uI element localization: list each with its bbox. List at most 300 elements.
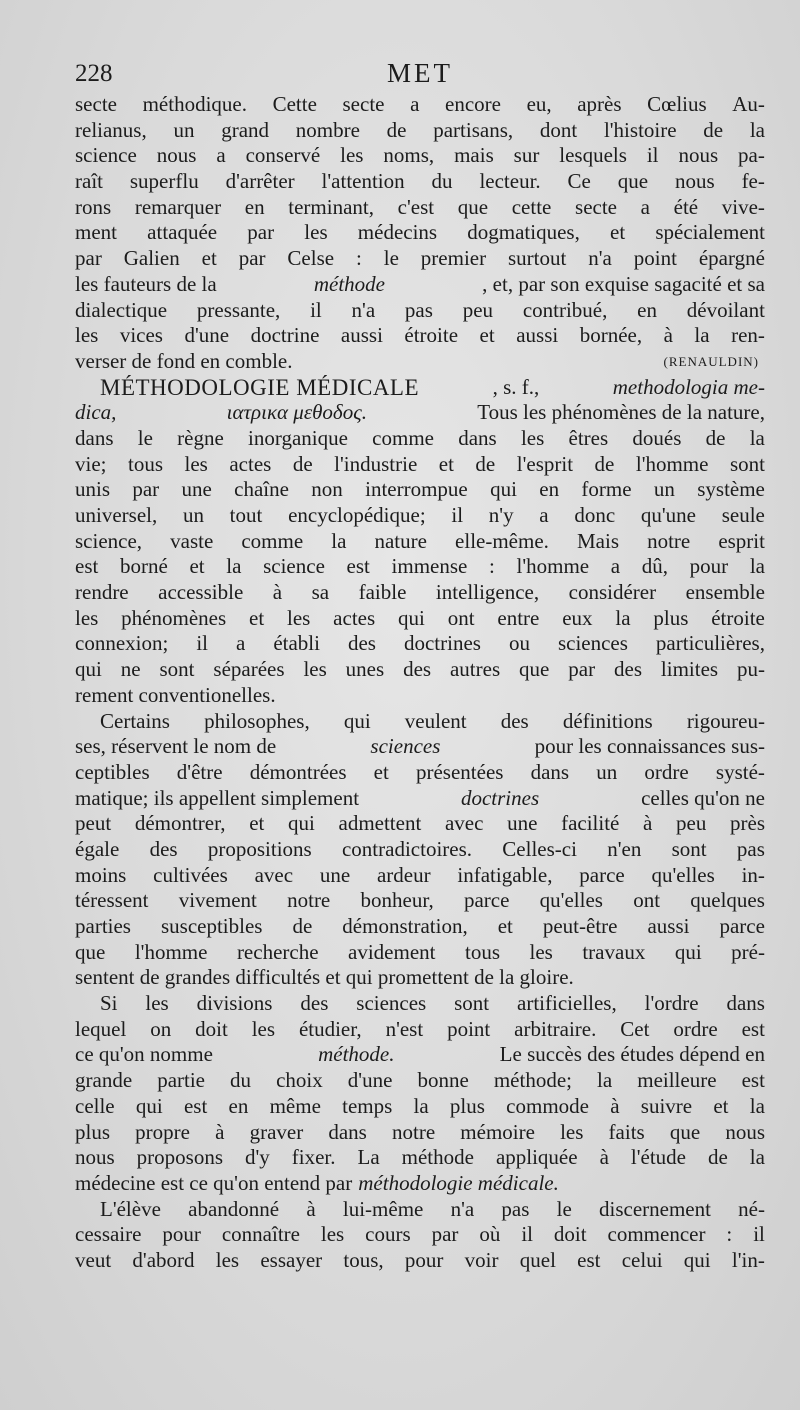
word: ensemble xyxy=(685,580,765,605)
word: qui xyxy=(674,939,702,964)
word: il xyxy=(521,1222,533,1247)
word: un xyxy=(173,117,195,142)
word: temps xyxy=(342,1093,393,1118)
word: démontrer, xyxy=(134,811,226,836)
latin-term: methodologia me- xyxy=(612,374,765,399)
word: L'élève xyxy=(100,1196,161,1221)
word: un xyxy=(653,477,675,502)
word: : xyxy=(726,1222,733,1247)
word: n'a xyxy=(450,1196,475,1221)
word: d'une xyxy=(184,323,230,348)
word: du xyxy=(431,169,453,194)
word: premier xyxy=(420,246,487,271)
text-line xyxy=(75,298,765,324)
word: étroite xyxy=(404,323,459,348)
word: Celse xyxy=(287,246,335,271)
word: un xyxy=(596,759,618,784)
word: plus xyxy=(653,605,689,630)
word: téressent xyxy=(75,888,149,913)
word: nous xyxy=(725,1119,765,1144)
word: dans xyxy=(328,1119,367,1144)
word: doit xyxy=(195,1016,228,1041)
word: de xyxy=(386,117,407,142)
word: susceptibles xyxy=(160,914,263,938)
word: l'homme xyxy=(134,939,208,964)
page-number: 228 xyxy=(75,60,113,87)
word: d'arrêter xyxy=(225,169,295,194)
word: terminant, xyxy=(288,194,374,219)
word: : xyxy=(355,246,362,271)
word: qui xyxy=(490,477,517,502)
word: forme xyxy=(581,477,632,502)
text-line xyxy=(75,888,765,914)
word: science xyxy=(263,554,325,579)
word: admettent xyxy=(338,811,422,836)
word: du xyxy=(230,1068,252,1093)
word: non xyxy=(311,477,343,502)
word: tous xyxy=(128,451,164,476)
word: science, xyxy=(75,528,143,553)
word: unes xyxy=(345,657,385,682)
word: abandonné xyxy=(188,1196,280,1221)
word: de xyxy=(703,117,724,142)
text-line xyxy=(75,837,765,863)
word: de xyxy=(594,451,615,476)
word: point xyxy=(447,1016,491,1041)
word: l'étude xyxy=(630,1145,686,1170)
word: notre xyxy=(647,528,691,553)
text-line xyxy=(75,220,765,246)
word: parce xyxy=(719,914,765,938)
word: par xyxy=(568,657,596,682)
word: a xyxy=(539,503,549,527)
word: remarquer xyxy=(134,194,222,219)
word: propositions xyxy=(207,836,312,861)
word: parties xyxy=(75,914,131,938)
word: les xyxy=(320,1222,345,1247)
word: les xyxy=(340,143,364,168)
word: l'in- xyxy=(731,1247,765,1272)
word: ment xyxy=(75,220,117,245)
word: de xyxy=(292,914,313,938)
word: dans xyxy=(530,759,570,784)
word: celui xyxy=(621,1247,663,1272)
word: des xyxy=(300,991,329,1016)
word: nous xyxy=(674,169,715,194)
word: veulent xyxy=(404,708,467,733)
text-line: sentent de grandes difficultés et qui promettent de la gloire. xyxy=(75,965,574,990)
word: égale xyxy=(75,836,120,861)
word: accessible xyxy=(158,580,244,605)
text-line xyxy=(75,195,765,221)
word: la xyxy=(749,425,765,450)
page-header xyxy=(75,58,765,92)
text-segment: matique; ils appellent simplement xyxy=(75,785,360,810)
word: est xyxy=(741,1068,765,1093)
word: et xyxy=(713,1093,729,1118)
body-text xyxy=(75,92,765,1274)
text-line xyxy=(75,400,765,426)
word: présentées xyxy=(415,759,504,784)
text-line xyxy=(75,1068,765,1094)
greek-term: ιατρικα μεθοδος. xyxy=(226,400,367,425)
word: il xyxy=(310,297,322,322)
word: sciences xyxy=(557,631,628,656)
word: il xyxy=(646,143,659,168)
text-line xyxy=(75,734,765,760)
word: partie xyxy=(157,1068,205,1093)
word: les xyxy=(215,1247,240,1272)
word: discernement xyxy=(599,1196,711,1221)
word: grand xyxy=(221,117,270,142)
word: la xyxy=(749,1093,765,1118)
word: il xyxy=(196,631,208,656)
word: par xyxy=(132,477,160,502)
word: vive- xyxy=(721,194,765,219)
word: des xyxy=(403,657,432,682)
word: peu xyxy=(676,811,707,836)
word: meilleure xyxy=(637,1068,717,1093)
word: n'en xyxy=(607,836,642,861)
word: a xyxy=(410,92,420,116)
word: né- xyxy=(738,1196,765,1221)
word: ont xyxy=(633,888,661,913)
text-line xyxy=(75,169,765,195)
word: système xyxy=(697,477,765,502)
word: notre xyxy=(287,888,331,913)
text-line xyxy=(75,709,765,735)
word: c'est xyxy=(397,194,435,219)
word: arbitraire. xyxy=(514,1016,597,1041)
italic-term: méthode. xyxy=(318,1042,395,1067)
word: plus xyxy=(449,1093,485,1118)
italic-term: sciences xyxy=(370,734,441,759)
word: la xyxy=(226,554,242,579)
word: les xyxy=(75,605,99,630)
word: sciences xyxy=(356,991,427,1016)
word: l'esprit xyxy=(516,451,574,476)
text-line xyxy=(75,606,765,632)
word: doctrines xyxy=(403,631,481,656)
word: que xyxy=(519,657,550,682)
word: ont xyxy=(447,605,475,630)
word: dont xyxy=(539,117,578,142)
word: contradictoires. xyxy=(341,836,473,861)
word: sa xyxy=(311,580,330,605)
word: borné xyxy=(119,554,168,579)
word: où xyxy=(479,1222,501,1247)
word: d'une xyxy=(347,1068,393,1093)
word: plus xyxy=(75,1119,111,1144)
word: fixer. xyxy=(291,1145,336,1170)
word: encyclopédique; xyxy=(288,503,426,527)
text-line xyxy=(75,811,765,837)
word: vaste xyxy=(170,528,214,553)
text-line xyxy=(75,477,765,503)
word: raît xyxy=(75,169,103,194)
word: Certains xyxy=(100,708,170,733)
word: dans xyxy=(458,425,497,450)
word: parce xyxy=(579,862,625,887)
word: particulières, xyxy=(655,631,765,656)
word: à xyxy=(272,580,283,605)
text-line xyxy=(75,1120,765,1146)
word: grande xyxy=(75,1068,133,1093)
text-segment: verser de fond en comble. xyxy=(75,348,293,373)
word: faible xyxy=(358,580,407,605)
word: par xyxy=(75,246,102,271)
word: vie; xyxy=(75,451,107,476)
word: de xyxy=(475,451,496,476)
word: pas xyxy=(404,297,433,322)
word: inorganique xyxy=(248,425,348,450)
word: la xyxy=(749,117,765,142)
word: a xyxy=(610,554,621,579)
word: est xyxy=(741,1016,765,1041)
italic-term: méthode xyxy=(313,271,386,296)
word: essayer xyxy=(260,1247,323,1272)
word: de xyxy=(707,1145,728,1170)
word: lui-même xyxy=(342,1196,424,1221)
word: d'être xyxy=(176,759,223,784)
word: est xyxy=(75,554,99,579)
text-segment: Tous les phénomènes de la nature, xyxy=(477,400,765,425)
word: pour xyxy=(404,1247,444,1272)
word: un xyxy=(182,503,204,527)
text-line xyxy=(75,580,765,606)
word: médecins xyxy=(357,220,438,245)
word: établi xyxy=(273,631,320,656)
word: bornée, xyxy=(579,323,643,348)
word: science xyxy=(75,143,137,168)
word: cours xyxy=(365,1222,411,1247)
word: une xyxy=(319,862,351,887)
word: surtout xyxy=(508,246,567,271)
word: par xyxy=(247,220,275,245)
word: travaux xyxy=(582,939,646,964)
word: dans xyxy=(726,991,765,1016)
word: que xyxy=(669,1119,701,1144)
word: a xyxy=(235,631,246,656)
word: la xyxy=(413,1093,429,1118)
word: immense xyxy=(391,554,468,579)
word: cultivées xyxy=(153,862,228,887)
word: lequel xyxy=(75,1016,127,1041)
word: graver xyxy=(249,1119,304,1144)
word: dogmatiques, xyxy=(467,220,580,245)
word: des xyxy=(149,836,178,861)
word: n'a xyxy=(588,246,612,271)
word: dialectique xyxy=(75,297,168,322)
word: lecteur. xyxy=(479,169,541,194)
word: systé- xyxy=(715,759,765,784)
word: vices xyxy=(119,323,163,348)
word: veut xyxy=(75,1247,112,1272)
word: les xyxy=(184,451,208,476)
word: ne xyxy=(120,657,141,682)
word: aussi xyxy=(647,914,690,938)
word: ceptibles xyxy=(75,759,150,784)
text-line xyxy=(75,452,765,478)
italic-term: doctrines xyxy=(460,785,540,810)
word: et xyxy=(201,246,217,271)
word: mais xyxy=(454,143,494,168)
word: le xyxy=(383,246,399,271)
word: esprit xyxy=(718,528,765,553)
word: a xyxy=(640,194,650,219)
word: connexion; xyxy=(75,631,169,656)
text-line xyxy=(75,503,765,529)
word: phénomènes xyxy=(121,605,227,630)
word: ardeur xyxy=(376,862,431,887)
word: Cette xyxy=(272,92,317,116)
word: à xyxy=(643,811,653,836)
word: chaîne xyxy=(234,477,289,502)
text-line xyxy=(75,554,765,580)
word: lesquels xyxy=(559,143,627,168)
word: seule xyxy=(721,503,765,527)
word: point xyxy=(633,246,677,271)
word: que xyxy=(617,169,649,194)
word: nous xyxy=(678,143,719,168)
word: en xyxy=(539,477,560,502)
word: celle xyxy=(75,1093,115,1118)
word: nature xyxy=(374,528,427,553)
word: Celles-ci xyxy=(502,836,577,861)
word: unis xyxy=(75,477,111,502)
word: les xyxy=(303,657,327,682)
word: on xyxy=(150,1016,172,1041)
word: infatigable, xyxy=(457,862,553,887)
word: de xyxy=(292,451,313,476)
word: des xyxy=(347,631,376,656)
word: séparées xyxy=(213,657,285,682)
word: à xyxy=(306,1196,316,1221)
word: nous xyxy=(156,143,197,168)
word: dû, xyxy=(641,554,669,579)
entry-headword: MÉTHODOLOGIE MÉDICALE xyxy=(100,374,420,400)
word: après xyxy=(577,92,622,116)
word: méthode xyxy=(401,1145,474,1170)
word: secte xyxy=(342,92,385,116)
word: peut xyxy=(75,811,112,836)
word: démontrées xyxy=(249,759,347,784)
word: nous xyxy=(75,1145,115,1170)
word: cette xyxy=(511,194,552,219)
word: même xyxy=(269,1093,321,1118)
word: qui xyxy=(75,657,102,682)
word: les xyxy=(560,1119,584,1144)
word: l'industrie xyxy=(334,451,418,476)
word: à xyxy=(215,1119,225,1144)
word: tout xyxy=(229,503,263,527)
text-segment: médecine est ce qu'on entend par xyxy=(75,1170,353,1195)
word: ou xyxy=(508,631,530,656)
word: il xyxy=(753,1222,765,1247)
word: pour xyxy=(162,1222,201,1247)
word: avec xyxy=(444,811,484,836)
entry-heading-line xyxy=(75,375,765,401)
word: eux xyxy=(562,605,593,630)
text-segment: ses, réservent le nom de xyxy=(75,734,277,759)
word: êtres xyxy=(568,425,609,450)
word: fe- xyxy=(741,169,765,194)
word: l'attention xyxy=(321,169,405,194)
word: : xyxy=(489,554,495,579)
word: tous, xyxy=(343,1247,384,1272)
word: pu- xyxy=(737,657,765,682)
word: qu'une xyxy=(640,503,696,527)
text-line xyxy=(75,1042,765,1068)
word: Cœlius xyxy=(647,92,707,116)
word: et xyxy=(479,323,495,348)
word: les xyxy=(304,220,328,245)
word: connaître xyxy=(221,1222,300,1247)
word: et xyxy=(373,759,389,784)
word: philosophes, xyxy=(204,708,310,733)
word: une xyxy=(507,811,538,836)
word: doit xyxy=(553,1222,587,1247)
word: pressante, xyxy=(196,297,281,322)
word: à xyxy=(663,323,673,348)
word: quelques xyxy=(690,888,765,913)
word: mémoire xyxy=(460,1119,535,1144)
word: avec xyxy=(254,862,294,887)
running-head: MET xyxy=(387,58,453,88)
word: relianus, xyxy=(75,117,147,142)
word: qui xyxy=(135,1093,163,1118)
word: contribué, xyxy=(522,297,608,322)
word: l'homme xyxy=(635,451,709,476)
word: intelligence, xyxy=(435,580,540,605)
word: quel xyxy=(519,1247,556,1272)
word: pas xyxy=(736,836,765,861)
word: faits xyxy=(608,1119,645,1144)
text-line xyxy=(75,940,765,966)
text-line xyxy=(75,1017,765,1043)
word: a xyxy=(216,143,226,168)
word: rons xyxy=(75,194,112,219)
word: propre xyxy=(135,1119,190,1144)
word: commencer xyxy=(607,1222,706,1247)
word: d'y xyxy=(245,1145,270,1170)
text-segment: ce qu'on nomme xyxy=(75,1042,213,1067)
word: méthode; xyxy=(493,1068,572,1093)
text-line xyxy=(75,426,765,452)
word: et xyxy=(249,811,265,836)
word: considérer xyxy=(568,580,657,605)
word: La xyxy=(357,1145,380,1170)
word: qui xyxy=(343,708,371,733)
word: peu xyxy=(462,297,494,322)
word: bonheur, xyxy=(360,888,434,913)
word: interrompue xyxy=(365,477,468,502)
word: nombre xyxy=(295,117,360,142)
word: l'ordre xyxy=(644,991,699,1016)
word: est xyxy=(183,1093,208,1118)
word: conservé xyxy=(245,143,321,168)
word: spécialement xyxy=(655,220,765,245)
text-line xyxy=(75,631,765,657)
word: que xyxy=(457,194,489,219)
word: avidement xyxy=(348,939,436,964)
word: suivre xyxy=(640,1093,693,1118)
text-line xyxy=(75,657,765,683)
word: bonne xyxy=(417,1068,469,1093)
word: étroite xyxy=(711,605,765,630)
word: les xyxy=(75,323,99,348)
text-line xyxy=(75,1145,765,1171)
